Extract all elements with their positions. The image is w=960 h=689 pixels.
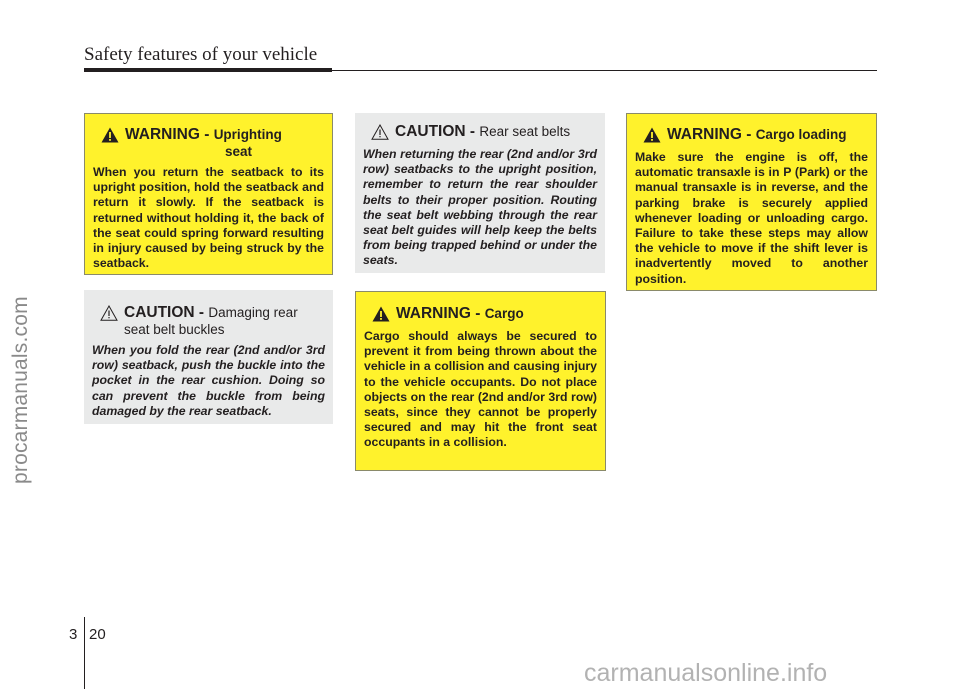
caution-buckles-heading [92, 304, 325, 337]
footer-rule [84, 617, 85, 689]
warning-keyword: WARNING - [396, 305, 485, 322]
caution-keyword: CAUTION - [395, 123, 480, 140]
caution-rear-seat-belts-box [355, 113, 605, 273]
warning-cargo-box [355, 291, 606, 471]
caution-rear-seat-belts-body: When returning the rear (2nd and/or 3rd row) seatbacks to the upright position, remember to return the rear shoulder belts to their proper position. Routing the seat belt webbing through the rear seat belt guides will help keep the belts from being trapped behind or under the seats. [363, 147, 597, 268]
watermark-left: procarmanuals.com [9, 296, 32, 484]
warning-subtitle-line2: seat [225, 144, 253, 159]
header-title: Safety features of your vehicle [84, 44, 318, 65]
warning-triangle-icon [101, 127, 119, 143]
warning-cargo-loading-heading [635, 126, 868, 144]
chapter-number: 3 [69, 626, 78, 643]
header-rule-thick [84, 68, 332, 72]
warning-keyword: WARNING - [667, 126, 756, 143]
warning-triangle-icon [372, 306, 390, 322]
header-rule-thin [332, 70, 877, 71]
watermark-bottom: carmanualsonline.info [584, 659, 828, 687]
warning-subtitle: Cargo [484, 306, 524, 321]
warning-cargo-loading-box [626, 113, 877, 291]
caution-rear-seat-belts-heading [363, 123, 597, 141]
caution-buckles-body: When you fold the rear (2nd and/or 3rd row) seatback, push the buckle into the pocket in the rear cushion. Doing so can prevent the buckle from being damaged by the rear seatback. [92, 343, 325, 418]
warning-subtitle: Uprighting [213, 127, 282, 142]
caution-subtitle: Damaging rear [208, 305, 298, 320]
warning-cargo-heading [364, 305, 597, 323]
warning-subtitle: Cargo loading [755, 127, 847, 142]
warning-upright-seat-box [84, 113, 333, 275]
warning-cargo-loading-body: Make sure the engine is off, the automatic transaxle is in P (Park) or the manual transaxle is in reverse, and the parking brake is securely applied whenever loading or unloading cargo. Failure to take these steps may allow the vehicle to move if the shift lever is inadvertently moved to another position. [635, 150, 868, 286]
warning-upright-seat-heading [93, 126, 324, 159]
caution-triangle-icon [371, 124, 389, 140]
caution-buckles-box [84, 290, 333, 424]
caution-subtitle: Rear seat belts [479, 124, 571, 139]
caution-keyword: CAUTION - [124, 304, 209, 321]
warning-keyword: WARNING - [125, 126, 214, 143]
caution-subtitle-line2: seat belt buckles [124, 322, 225, 337]
warning-cargo-body: Cargo should always be secured to prevent it from being thrown about the vehicle in a collision and causing injury to the vehicle occupants. Do not place objects on the rear (2nd and/or 3rd row) seats, since they cannot be properly secured and may hit the front seat occupants in a collision. [364, 329, 597, 450]
caution-triangle-icon [100, 305, 118, 321]
page-number: 20 [89, 626, 106, 643]
warning-triangle-icon [643, 127, 661, 143]
warning-upright-seat-body: When you return the seatback to its upright position, hold the seatback and return it slowly. If the seatback is returned without holding it, the back of the seat could spring forward resulting in injury caused by being struck by the seatback. [93, 165, 324, 271]
